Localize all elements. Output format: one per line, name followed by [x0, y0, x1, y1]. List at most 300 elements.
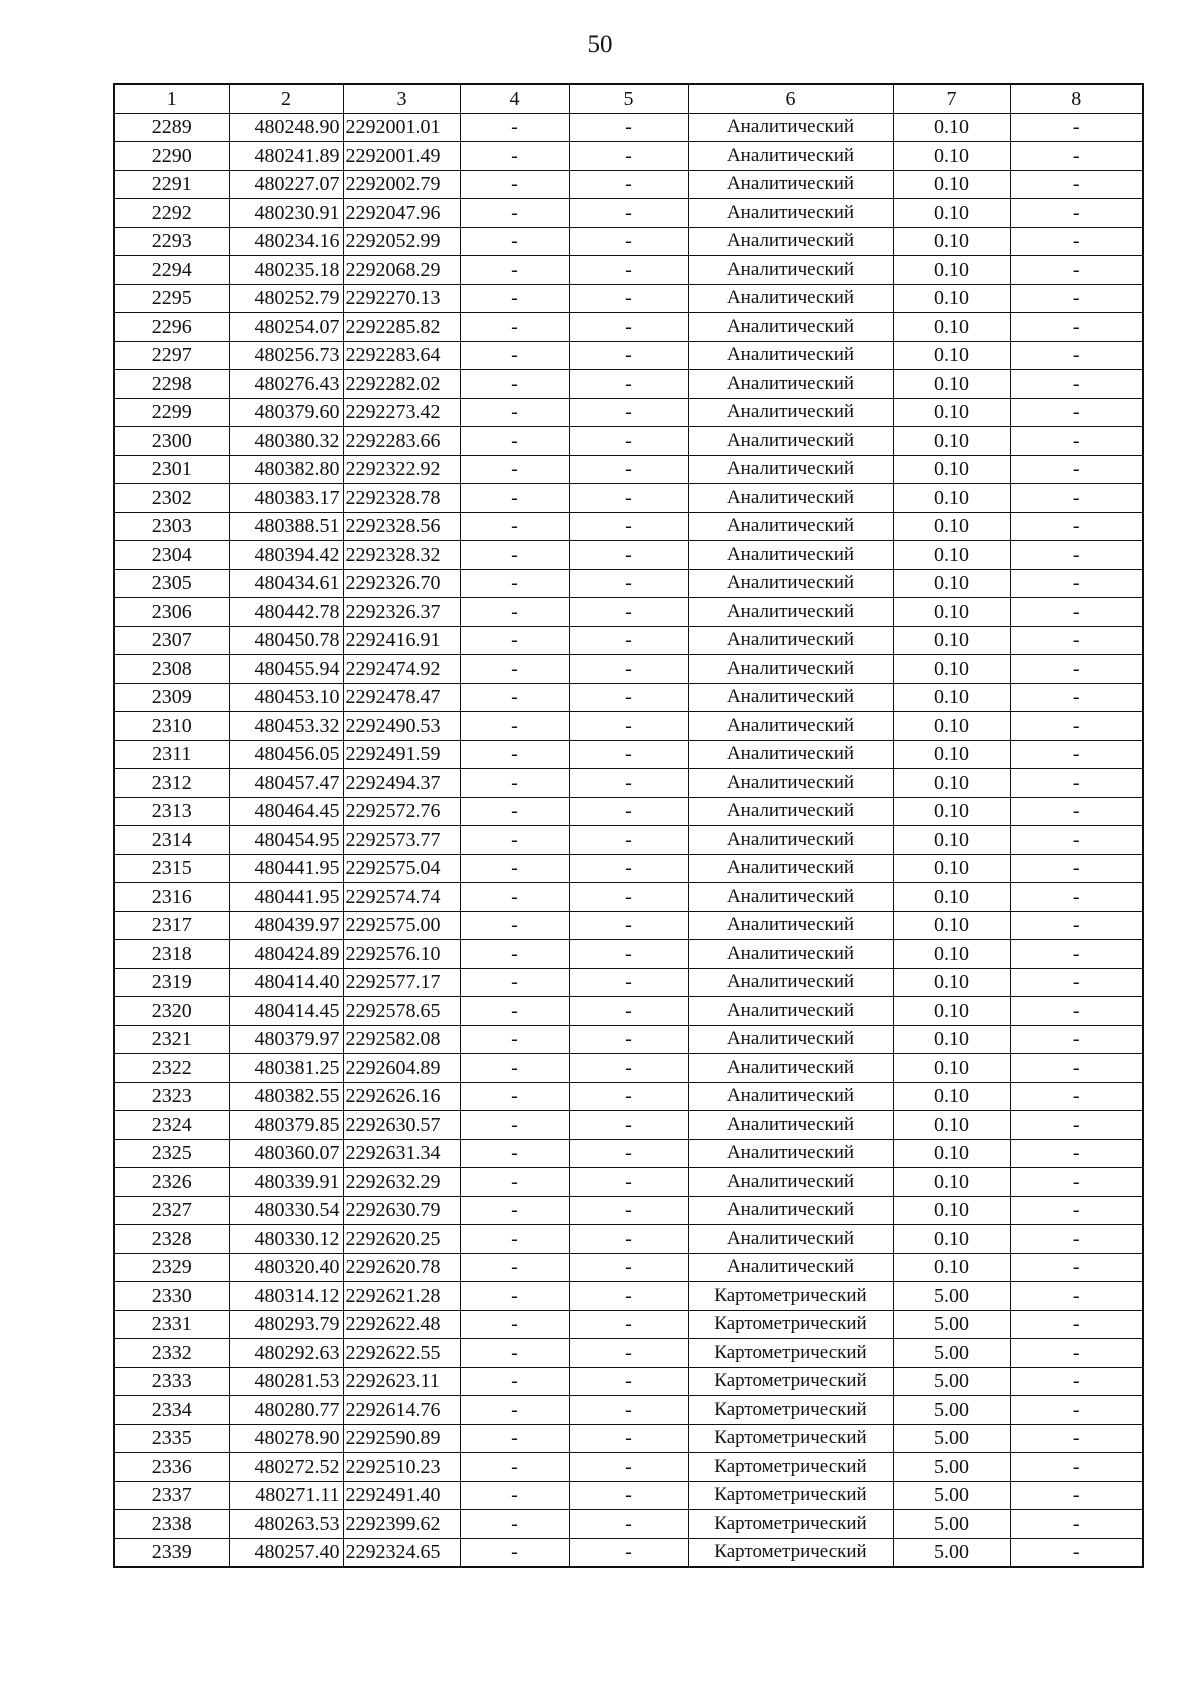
- col5-cell: -: [569, 968, 688, 997]
- method-cell: Аналитический: [688, 1139, 893, 1168]
- method-cell: Аналитический: [688, 1168, 893, 1197]
- table-header-row: [114, 84, 1143, 113]
- col4-cell: -: [460, 512, 569, 541]
- col5-cell: -: [569, 284, 688, 313]
- coord-x-cell: 480379.85: [229, 1111, 343, 1140]
- point-number-cell: 2321: [114, 1025, 229, 1054]
- point-number-cell: 2310: [114, 712, 229, 741]
- table-row: [114, 1510, 1143, 1539]
- table-body: [114, 113, 1143, 1567]
- accuracy-cell: 5.00: [893, 1310, 1010, 1339]
- coord-x-cell: 480227.07: [229, 170, 343, 199]
- col8-cell: -: [1010, 626, 1143, 655]
- coord-x-cell: 480441.95: [229, 854, 343, 883]
- col5-cell: -: [569, 1139, 688, 1168]
- col4-cell: -: [460, 1453, 569, 1482]
- coord-x-cell: 480271.11: [229, 1481, 343, 1510]
- method-cell: Аналитический: [688, 911, 893, 940]
- coord-x-cell: 480234.16: [229, 227, 343, 256]
- table-row: [114, 1082, 1143, 1111]
- col5-cell: -: [569, 712, 688, 741]
- method-cell: Аналитический: [688, 512, 893, 541]
- col8-cell: -: [1010, 854, 1143, 883]
- col4-cell: -: [460, 1082, 569, 1111]
- accuracy-cell: 0.10: [893, 883, 1010, 912]
- table-row: [114, 1339, 1143, 1368]
- coord-y-cell: 2292575.00: [343, 911, 460, 940]
- accuracy-cell: 0.10: [893, 797, 1010, 826]
- col5-cell: -: [569, 1481, 688, 1510]
- accuracy-cell: 0.10: [893, 142, 1010, 171]
- table-row: [114, 655, 1143, 684]
- col8-cell: -: [1010, 883, 1143, 912]
- accuracy-cell: 0.10: [893, 569, 1010, 598]
- coord-y-cell: 2292326.37: [343, 598, 460, 627]
- table-row: [114, 512, 1143, 541]
- method-cell: Картометрический: [688, 1282, 893, 1311]
- col8-cell: -: [1010, 284, 1143, 313]
- accuracy-cell: 0.10: [893, 1139, 1010, 1168]
- col8-cell: -: [1010, 341, 1143, 370]
- col8-cell: -: [1010, 1025, 1143, 1054]
- coord-x-cell: 480394.42: [229, 541, 343, 570]
- col5-cell: -: [569, 911, 688, 940]
- header-cell: 2: [229, 84, 343, 113]
- point-number-cell: 2323: [114, 1082, 229, 1111]
- point-number-cell: 2298: [114, 370, 229, 399]
- point-number-cell: 2303: [114, 512, 229, 541]
- col5-cell: -: [569, 1510, 688, 1539]
- accuracy-cell: 5.00: [893, 1367, 1010, 1396]
- coord-x-cell: 480320.40: [229, 1253, 343, 1282]
- table-row: [114, 826, 1143, 855]
- coord-x-cell: 480292.63: [229, 1339, 343, 1368]
- col4-cell: -: [460, 797, 569, 826]
- table-row: [114, 341, 1143, 370]
- point-number-cell: 2309: [114, 683, 229, 712]
- method-cell: Аналитический: [688, 1025, 893, 1054]
- point-number-cell: 2293: [114, 227, 229, 256]
- accuracy-cell: 5.00: [893, 1481, 1010, 1510]
- table-row: [114, 170, 1143, 199]
- col8-cell: -: [1010, 398, 1143, 427]
- coord-x-cell: 480414.45: [229, 997, 343, 1026]
- coord-y-cell: 2292590.89: [343, 1424, 460, 1453]
- point-number-cell: 2337: [114, 1481, 229, 1510]
- point-number-cell: 2292: [114, 199, 229, 228]
- col5-cell: -: [569, 541, 688, 570]
- method-cell: Картометрический: [688, 1339, 893, 1368]
- col8-cell: -: [1010, 1481, 1143, 1510]
- coord-x-cell: 480434.61: [229, 569, 343, 598]
- col4-cell: -: [460, 883, 569, 912]
- col8-cell: -: [1010, 1082, 1143, 1111]
- method-cell: Аналитический: [688, 199, 893, 228]
- coord-y-cell: 2292494.37: [343, 769, 460, 798]
- col8-cell: -: [1010, 1225, 1143, 1254]
- accuracy-cell: 0.10: [893, 455, 1010, 484]
- point-number-cell: 2324: [114, 1111, 229, 1140]
- point-number-cell: 2329: [114, 1253, 229, 1282]
- table-row: [114, 1196, 1143, 1225]
- coord-y-cell: 2292510.23: [343, 1453, 460, 1482]
- coord-y-cell: 2292632.29: [343, 1168, 460, 1197]
- method-cell: Картометрический: [688, 1481, 893, 1510]
- col5-cell: -: [569, 655, 688, 684]
- accuracy-cell: 0.10: [893, 1225, 1010, 1254]
- accuracy-cell: 5.00: [893, 1424, 1010, 1453]
- col8-cell: -: [1010, 569, 1143, 598]
- point-number-cell: 2326: [114, 1168, 229, 1197]
- coord-y-cell: 2292326.70: [343, 569, 460, 598]
- col5-cell: -: [569, 940, 688, 969]
- col4-cell: -: [460, 142, 569, 171]
- point-number-cell: 2330: [114, 1282, 229, 1311]
- col4-cell: -: [460, 227, 569, 256]
- coord-x-cell: 480454.95: [229, 826, 343, 855]
- coord-y-cell: 2292068.29: [343, 256, 460, 285]
- header-cell: 4: [460, 84, 569, 113]
- col4-cell: -: [460, 1481, 569, 1510]
- col4-cell: -: [460, 683, 569, 712]
- method-cell: Аналитический: [688, 1196, 893, 1225]
- table-row: [114, 1453, 1143, 1482]
- point-number-cell: 2327: [114, 1196, 229, 1225]
- col5-cell: -: [569, 569, 688, 598]
- col4-cell: -: [460, 1424, 569, 1453]
- col4-cell: -: [460, 427, 569, 456]
- accuracy-cell: 0.10: [893, 940, 1010, 969]
- coord-x-cell: 480464.45: [229, 797, 343, 826]
- accuracy-cell: 0.10: [893, 683, 1010, 712]
- accuracy-cell: 5.00: [893, 1510, 1010, 1539]
- method-cell: Аналитический: [688, 769, 893, 798]
- col5-cell: -: [569, 826, 688, 855]
- point-number-cell: 2316: [114, 883, 229, 912]
- accuracy-cell: 0.10: [893, 484, 1010, 513]
- accuracy-cell: 0.10: [893, 284, 1010, 313]
- method-cell: Аналитический: [688, 313, 893, 342]
- col5-cell: -: [569, 1253, 688, 1282]
- header-cell: 3: [343, 84, 460, 113]
- accuracy-cell: 0.10: [893, 313, 1010, 342]
- col8-cell: -: [1010, 1253, 1143, 1282]
- coord-y-cell: 2292322.92: [343, 455, 460, 484]
- method-cell: Аналитический: [688, 683, 893, 712]
- method-cell: Аналитический: [688, 1225, 893, 1254]
- coord-y-cell: 2292623.11: [343, 1367, 460, 1396]
- page-number: 50: [587, 31, 613, 58]
- point-number-cell: 2296: [114, 313, 229, 342]
- coord-y-cell: 2292328.32: [343, 541, 460, 570]
- col5-cell: -: [569, 740, 688, 769]
- col4-cell: -: [460, 1310, 569, 1339]
- accuracy-cell: 0.10: [893, 370, 1010, 399]
- coord-x-cell: 480457.47: [229, 769, 343, 798]
- accuracy-cell: 0.10: [893, 1082, 1010, 1111]
- table-row: [114, 398, 1143, 427]
- accuracy-cell: 0.10: [893, 170, 1010, 199]
- table-row: [114, 883, 1143, 912]
- method-cell: Аналитический: [688, 427, 893, 456]
- coord-x-cell: 480256.73: [229, 341, 343, 370]
- coord-y-cell: 2292577.17: [343, 968, 460, 997]
- coord-x-cell: 480276.43: [229, 370, 343, 399]
- method-cell: Аналитический: [688, 940, 893, 969]
- col4-cell: -: [460, 341, 569, 370]
- col4-cell: -: [460, 1139, 569, 1168]
- coord-y-cell: 2292283.64: [343, 341, 460, 370]
- col5-cell: -: [569, 113, 688, 142]
- table-row: [114, 740, 1143, 769]
- col4-cell: -: [460, 569, 569, 598]
- col4-cell: -: [460, 113, 569, 142]
- point-number-cell: 2335: [114, 1424, 229, 1453]
- col4-cell: -: [460, 1396, 569, 1425]
- table-row: [114, 541, 1143, 570]
- coord-x-cell: 480230.91: [229, 199, 343, 228]
- col5-cell: -: [569, 398, 688, 427]
- coord-y-cell: 2292490.53: [343, 712, 460, 741]
- method-cell: Аналитический: [688, 854, 893, 883]
- coord-x-cell: 480280.77: [229, 1396, 343, 1425]
- coord-x-cell: 480360.07: [229, 1139, 343, 1168]
- col5-cell: -: [569, 1282, 688, 1311]
- col4-cell: -: [460, 911, 569, 940]
- coord-x-cell: 480388.51: [229, 512, 343, 541]
- col4-cell: -: [460, 484, 569, 513]
- col4-cell: -: [460, 598, 569, 627]
- header-cell: 6: [688, 84, 893, 113]
- method-cell: Аналитический: [688, 997, 893, 1026]
- col8-cell: -: [1010, 370, 1143, 399]
- coord-x-cell: 480453.10: [229, 683, 343, 712]
- col5-cell: -: [569, 313, 688, 342]
- coord-x-cell: 480379.97: [229, 1025, 343, 1054]
- point-number-cell: 2314: [114, 826, 229, 855]
- col4-cell: -: [460, 1196, 569, 1225]
- accuracy-cell: 0.10: [893, 598, 1010, 627]
- coord-x-cell: 480330.54: [229, 1196, 343, 1225]
- col8-cell: -: [1010, 199, 1143, 228]
- accuracy-cell: 5.00: [893, 1538, 1010, 1567]
- method-cell: Аналитический: [688, 1253, 893, 1282]
- col8-cell: -: [1010, 826, 1143, 855]
- accuracy-cell: 0.10: [893, 968, 1010, 997]
- col4-cell: -: [460, 769, 569, 798]
- col8-cell: -: [1010, 655, 1143, 684]
- col5-cell: -: [569, 1082, 688, 1111]
- coord-y-cell: 2292273.42: [343, 398, 460, 427]
- point-number-cell: 2334: [114, 1396, 229, 1425]
- coord-x-cell: 480382.55: [229, 1082, 343, 1111]
- accuracy-cell: 0.10: [893, 541, 1010, 570]
- col8-cell: -: [1010, 1111, 1143, 1140]
- accuracy-cell: 0.10: [893, 341, 1010, 370]
- accuracy-cell: 0.10: [893, 740, 1010, 769]
- point-number-cell: 2332: [114, 1339, 229, 1368]
- table-row: [114, 1253, 1143, 1282]
- col5-cell: -: [569, 1310, 688, 1339]
- table-row: [114, 113, 1143, 142]
- coord-y-cell: 2292399.62: [343, 1510, 460, 1539]
- table-row: [114, 769, 1143, 798]
- col5-cell: -: [569, 170, 688, 199]
- table-row: [114, 313, 1143, 342]
- table-row: [114, 1310, 1143, 1339]
- col4-cell: -: [460, 541, 569, 570]
- col4-cell: -: [460, 997, 569, 1026]
- col5-cell: -: [569, 797, 688, 826]
- method-cell: Картометрический: [688, 1510, 893, 1539]
- coord-x-cell: 480381.25: [229, 1054, 343, 1083]
- table-row: [114, 598, 1143, 627]
- col8-cell: -: [1010, 142, 1143, 171]
- accuracy-cell: 0.10: [893, 626, 1010, 655]
- col8-cell: -: [1010, 911, 1143, 940]
- coord-x-cell: 480456.05: [229, 740, 343, 769]
- col4-cell: -: [460, 1054, 569, 1083]
- table-row: [114, 712, 1143, 741]
- col8-cell: -: [1010, 512, 1143, 541]
- table-row: [114, 370, 1143, 399]
- col4-cell: -: [460, 398, 569, 427]
- col8-cell: -: [1010, 1510, 1143, 1539]
- col8-cell: -: [1010, 427, 1143, 456]
- method-cell: Аналитический: [688, 797, 893, 826]
- method-cell: Аналитический: [688, 1054, 893, 1083]
- coord-y-cell: 2292001.01: [343, 113, 460, 142]
- method-cell: Аналитический: [688, 484, 893, 513]
- accuracy-cell: 0.10: [893, 398, 1010, 427]
- method-cell: Аналитический: [688, 1082, 893, 1111]
- col5-cell: -: [569, 1025, 688, 1054]
- accuracy-cell: 0.10: [893, 1253, 1010, 1282]
- col8-cell: -: [1010, 598, 1143, 627]
- coord-y-cell: 2292620.25: [343, 1225, 460, 1254]
- accuracy-cell: 0.10: [893, 512, 1010, 541]
- table-row: [114, 1054, 1143, 1083]
- accuracy-cell: 5.00: [893, 1396, 1010, 1425]
- coord-x-cell: 480293.79: [229, 1310, 343, 1339]
- point-number-cell: 2338: [114, 1510, 229, 1539]
- header-cell: 7: [893, 84, 1010, 113]
- col4-cell: -: [460, 455, 569, 484]
- accuracy-cell: 0.10: [893, 1111, 1010, 1140]
- point-number-cell: 2299: [114, 398, 229, 427]
- col8-cell: -: [1010, 1168, 1143, 1197]
- col8-cell: -: [1010, 1139, 1143, 1168]
- coord-y-cell: 2292621.28: [343, 1282, 460, 1311]
- col8-cell: -: [1010, 1424, 1143, 1453]
- coord-y-cell: 2292582.08: [343, 1025, 460, 1054]
- coord-x-cell: 480281.53: [229, 1367, 343, 1396]
- col8-cell: -: [1010, 484, 1143, 513]
- method-cell: Аналитический: [688, 826, 893, 855]
- col4-cell: -: [460, 1168, 569, 1197]
- table-row: [114, 854, 1143, 883]
- coord-x-cell: 480254.07: [229, 313, 343, 342]
- coord-x-cell: 480424.89: [229, 940, 343, 969]
- method-cell: Картометрический: [688, 1424, 893, 1453]
- col5-cell: -: [569, 883, 688, 912]
- coord-y-cell: 2292285.82: [343, 313, 460, 342]
- coord-y-cell: 2292478.47: [343, 683, 460, 712]
- col4-cell: -: [460, 1538, 569, 1567]
- point-number-cell: 2290: [114, 142, 229, 171]
- col8-cell: -: [1010, 1538, 1143, 1567]
- col4-cell: -: [460, 740, 569, 769]
- col5-cell: -: [569, 455, 688, 484]
- method-cell: Аналитический: [688, 598, 893, 627]
- col4-cell: -: [460, 626, 569, 655]
- method-cell: Аналитический: [688, 883, 893, 912]
- point-number-cell: 2318: [114, 940, 229, 969]
- accuracy-cell: 5.00: [893, 1282, 1010, 1311]
- coord-x-cell: 480235.18: [229, 256, 343, 285]
- method-cell: Картометрический: [688, 1396, 893, 1425]
- col5-cell: -: [569, 598, 688, 627]
- accuracy-cell: 0.10: [893, 911, 1010, 940]
- coord-y-cell: 2292282.02: [343, 370, 460, 399]
- accuracy-cell: 0.10: [893, 427, 1010, 456]
- coord-x-cell: 480241.89: [229, 142, 343, 171]
- col5-cell: -: [569, 199, 688, 228]
- point-number-cell: 2300: [114, 427, 229, 456]
- coord-x-cell: 480257.40: [229, 1538, 343, 1567]
- col5-cell: -: [569, 227, 688, 256]
- table-row: [114, 199, 1143, 228]
- point-number-cell: 2336: [114, 1453, 229, 1482]
- point-number-cell: 2328: [114, 1225, 229, 1254]
- col5-cell: -: [569, 1168, 688, 1197]
- col4-cell: -: [460, 655, 569, 684]
- point-number-cell: 2295: [114, 284, 229, 313]
- col5-cell: -: [569, 1225, 688, 1254]
- table-row: [114, 427, 1143, 456]
- table-row: [114, 1424, 1143, 1453]
- point-number-cell: 2331: [114, 1310, 229, 1339]
- point-number-cell: 2306: [114, 598, 229, 627]
- point-number-cell: 2301: [114, 455, 229, 484]
- method-cell: Аналитический: [688, 284, 893, 313]
- coord-x-cell: 480414.40: [229, 968, 343, 997]
- col8-cell: -: [1010, 256, 1143, 285]
- point-number-cell: 2317: [114, 911, 229, 940]
- point-number-cell: 2297: [114, 341, 229, 370]
- method-cell: Аналитический: [688, 740, 893, 769]
- accuracy-cell: 0.10: [893, 256, 1010, 285]
- col5-cell: -: [569, 1111, 688, 1140]
- method-cell: Аналитический: [688, 655, 893, 684]
- method-cell: Аналитический: [688, 569, 893, 598]
- accuracy-cell: 0.10: [893, 1196, 1010, 1225]
- col5-cell: -: [569, 1453, 688, 1482]
- point-number-cell: 2302: [114, 484, 229, 513]
- col4-cell: -: [460, 1367, 569, 1396]
- coord-y-cell: 2292328.56: [343, 512, 460, 541]
- col4-cell: -: [460, 1253, 569, 1282]
- coord-y-cell: 2292630.79: [343, 1196, 460, 1225]
- col5-cell: -: [569, 142, 688, 171]
- coord-x-cell: 480455.94: [229, 655, 343, 684]
- accuracy-cell: 5.00: [893, 1453, 1010, 1482]
- coord-x-cell: 480248.90: [229, 113, 343, 142]
- table-row: [114, 484, 1143, 513]
- method-cell: Аналитический: [688, 455, 893, 484]
- table-row: [114, 227, 1143, 256]
- col8-cell: -: [1010, 997, 1143, 1026]
